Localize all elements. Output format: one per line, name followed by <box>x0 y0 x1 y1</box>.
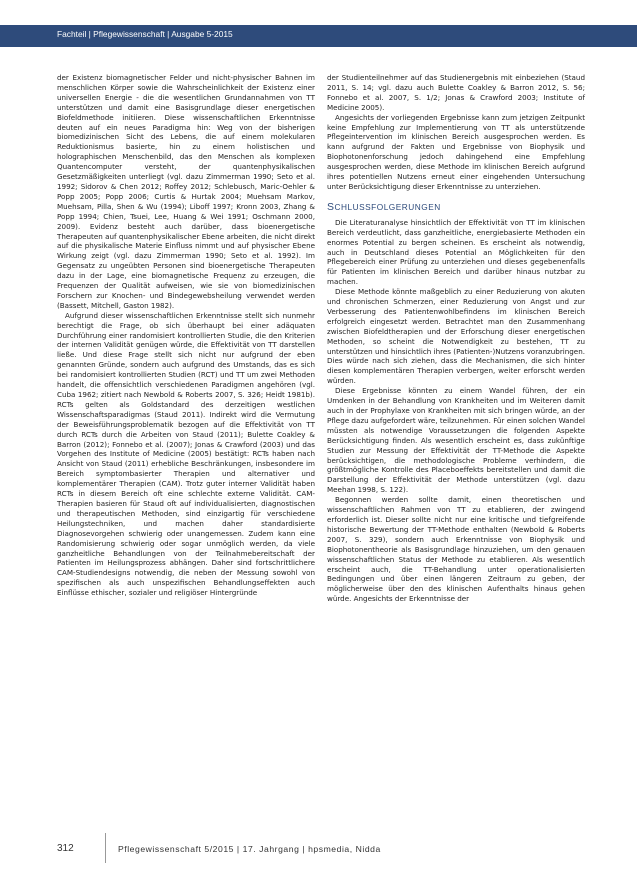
body-paragraph: Diese Ergebnisse könnten zu einem Wandel führen, der ein Umdenken in der Behandlung von Krankheiten und im Weiteren damit auch in der Prophylaxe von Krankheiten mit sich bringen würde, an der Pflege dazu aufgefordert wäre, teilzunehmen. Für einen solchen Wandel müssten als notwendige Voraussetzungen die folgenden Aspekte Berücksichtigung finden. Als wesentlich erscheint es, dass zukünftige Studien zur Messung der Effektivität der TT-Methode die Aspekte berücksichtigen, die methodologische Probleme verhindern, die größtmögliche Kontrolle des Placeboeffekts bereitstellen und damit die Darstellung der Effektivität der Methode unterstützen (vgl. dazu Meehan 1998, S. 122). <box>327 386 585 495</box>
journal-header-bar <box>0 25 637 47</box>
section-title-schlussfolgerungen <box>327 200 585 213</box>
body-paragraph: Die Literaturanalyse hinsichtlich der Effektivität von TT im klinischen Bereich verdeutlicht, dass ganzheitliche, energiebasierte Methoden ein enormes Potential zu bergen scheinen. Es erscheint als notwendig, auch in Deutschland dieses Potential an Möglichkeiten für den Pflegebereich einer Prüfung zu unterziehen und dieses gegebenenfalls für Patienten im klinischen Bereich und darüber hinaus nutzbar zu machen. <box>327 217 585 287</box>
section-title-initial: S <box>327 200 335 213</box>
body-paragraph: Begonnen werden sollte damit, einen theoretischen und wissenschaftlichen Rahmen von TT zu etablieren, der zwingend erforderlich ist. Dieser sollte nicht nur eine kritische und tiefgreifende historische Bewertung der TT-Methode enthalten (Newbold & Roberts 2007, S. 329), sondern auch Erkenntnisse von Biophysik und Biophotonentheorie als Basisgrundlage hinzuziehen, um den genauen wissenschaftlichen Status der Methode zu etablieren. Als wesentlich erscheint auch, die TT-Behandlung unter operationalisierten Bedingungen und über einen längeren Zeitraum zu geben, der möglicherweise über den des klinischen Aufenthalts hinaus gehen würde. Angesichts der Erkenntnisse der <box>327 495 585 604</box>
header-title: Fachteil | Pflegewissenschaft | Ausgabe 5-2015 <box>57 29 233 39</box>
body-paragraph: der Studienteilnehmer auf das Studienergebnis mit einbeziehen (Staud 2011, S. 14; vgl. dazu auch Bulette Coakley & Barron 2012, S. 56; Fonnebo et al. 2007, S. 1/2; Jonas & Crawford 2003; Institute of Medicine 2005). <box>327 73 585 112</box>
section-title-rest: CHLUSSFOLGERUNGEN <box>334 201 441 212</box>
body-paragraph: der Existenz biomagnetischer Felder und nicht-physischer Bahnen im menschlichen Körper sowie die Wahrscheinlichkeit der Existenz einer universellen Energie - die die wesentlichen Grundannahmen von TT unterstützen und damit eine Basisgrundlage dieser energetischen Biofeldmethode initiieren. Diese wissenschaftlichen Erkenntnisse deuten auf ein neues Paradigma hin: Weg von der bisherigen biomedizinischen Sicht des Lebens, die auf einem molekularen Reduktionismus basierte, hin zu einem holistischen und holographischen Menschenbild, das den Menschen als komplexen Quantencomputer versteht, der quantenphysikalischen Gesetzmäßigkeiten unterliegt (vgl. dazu Zimmerman 1990; Seto et al. 1992; Sidorov & Chen 2012; Roffey 2012; Schlebusch, Maric-Oehler & Popp 2005; Popp 2006; Curtis & Hurtak 2004; Muehsam Markov, Muehsam, Pilla, Shen & Wu (1994); Liboff 1997; Kronn 2003, Zhang & Popp 1994; Chien, Tsuei, Lee, Huang & Wei 1991; Oschmann 2000, 2009). Evidenz besteht auch darüber, dass bioenergetische Therapeuten auf quantenphysikalischer Ebene arbeiten, die nicht direkt auf die physikalische Materie Einfluss nimmt und auf physischer Ebene Wirkung zeigt (vgl. dazu Zimmerman 1990; Seto et al. 1992). Im Gegensatz zu ungeübten Personen sind bioenergetische Therapeuten dazu in der Lage, eine biomagnetische Frequenz zu erzeugen, die Frequenzen der Qualität aufweisen, wie sie von biomedizinischen Forschern zur Knochen- und Bindegewebsheilung verwendet werden (Bassett, Mitchell, Gaston 1982). <box>57 73 315 310</box>
body-paragraph: Diese Methode könnte maßgeblich zu einer Reduzierung von akuten und chronischen Schmerzen, einer Reduzierung von Angst und zur Verbesserung des Patientenwohlbefindens im klinischen Bereich erfolgreich eingesetzt werden. Betrachtet man den Zusammenhang zwischen Biofeldtherapien und der Erforschung dieser energetischen Methoden, so scheint die Notwendigkeit zu bestehen, TT zu unterstützen und hinsichtlich ihres (Patienten-)Nutzens voranzubringen. Dies würde nach sich ziehen, dass die Mechanismen, die sich hinter diesen komplementären Therapien verbergen, weiter erforscht werden würden. <box>327 287 585 386</box>
body-paragraph: Angesichts der vorliegenden Ergebnisse kann zum jetzigen Zeitpunkt keine Empfehlung zur Implementierung von TT als unterstützende Pflegeintervention im klinischen Bereich ausgesprochen werden. Es kann aufgrund der Fakten und Ergebnisse von Biophysik und Biophotonenforschung jedoch dahingehend eine Empfehlung ausgesprochen werden, diese Methode im klinischen Bereich aufgrund ihres potentiellen Nutzens erneut einer eingehenden Untersuchung unter Berücksichtigung dieser Erkenntnisse zu unterziehen. <box>327 112 585 191</box>
right-column <box>327 73 585 604</box>
body-paragraph: Aufgrund dieser wissenschaftlichen Erkenntnisse stellt sich nunmehr berechtigt die Frage, ob sich überhaupt bei einer adäquaten Durchführung einer randomisiert kontrollierten Studie, die den Kriterien der internen Validität genügen würde, die Effektivität von TT darstellen ließe. Und diese Frage stellt sich nicht nur aufgrund der eben genannten Gründe, sondern auch aufgrund des Umstands, das es sich bei randomisiert kontrollierten Studien (RCT) und TT um zwei Methoden handelt, die offensichtlich verschiedenen Paradigmen angehören (vgl. Cuba 1962; zitiert nach Newbold & Roberts 2007, S. 326; Heidt 1981b). RCTs gelten als Goldstandard des derzeitigen westlichen Wissenschaftsparadigmas (Staud 2011). Indirekt wird die Vermutung der Beweisführungsproblematik bezogen auf die Effektivität von TT durch RCTs durch die Arbeiten von Staud (2011); Bulette Coakley & Barron (2012); Fonnebo et al. (2007); Jonas & Crawford (2003) und das Vorgehen des Institute of Medicine (2005) bestätigt: RCTs haben nach Ansicht von Staud (2011) erhebliche Beschränkungen, insbesondere im Bereich symptombasierter Therapien und alternativer und komplementärer Therapien (CAM). Trotz guter interner Validität haben RCTs in diesem Bereich oft eine schlechte externe Validität. CAM-Therapien basieren für Staud oft auf individualisierten, diagnostischen und therapeutischen Methoden, sind einzigartig für verschiedene Heilungstechniken, und machen daher standardisierte Diagnosevorgehen schwierig oder unangemessen. Zudem kann eine Randomisierung schwierig oder sogar unmöglich werden, da viele ganzheitliche Behandlungen von der Teilnahmebereitschaft der Patienten im Heilungsprozess abhängen. Daher sind fortschrittlichere CAM-Studiendesigns notwendig, die neben der Messung sowohl von spezifischen als auch unspezifischen Behandlungseffekten auch Einflüsse ethischer, sozialer und religiöser Hintergründe <box>57 310 315 598</box>
footer-divider <box>105 833 106 863</box>
left-column <box>57 73 315 598</box>
page-number: 312 <box>57 843 74 854</box>
footer-journal-info: Pflegewissenschaft 5/2015 | 17. Jahrgang | hpsmedia, Nidda <box>118 844 381 854</box>
